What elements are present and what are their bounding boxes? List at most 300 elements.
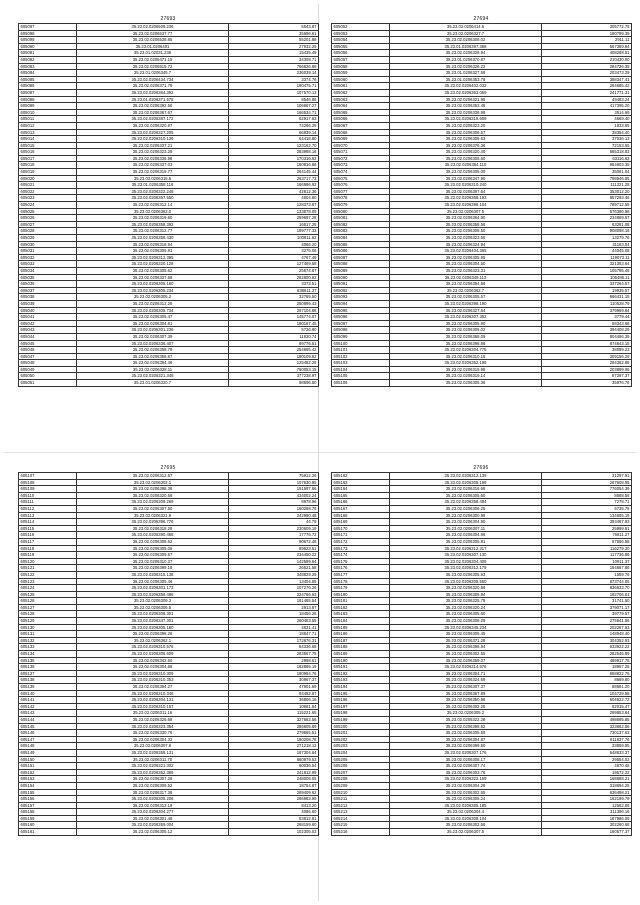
table-row (19, 261, 319, 268)
table-row (332, 829, 632, 836)
table-row (19, 789, 319, 796)
row-coordinate-cell: 35.23.02.0206305.234 (77, 287, 229, 294)
row-value-cell: 84336.68 (229, 644, 319, 651)
row-value-cell: 42812.36 (229, 188, 319, 195)
table-row (19, 228, 319, 235)
table-row (332, 624, 632, 631)
table-row (19, 202, 319, 209)
row-coordinate-cell: 35.23.02.0206307.130 (390, 552, 542, 559)
table-row (332, 492, 632, 499)
row-id-cell: 605107 (19, 473, 77, 480)
row-value-cell: 68681.20 (542, 684, 632, 691)
table-row (19, 109, 319, 116)
row-value-cell: 180208.78 (229, 736, 319, 743)
table-row (19, 103, 319, 110)
row-value-cell: 98696.80 (229, 380, 319, 387)
row-value-cell: 311396.16 (542, 809, 632, 816)
row-value-cell: 116279.20 (542, 545, 632, 552)
row-id-cell: 605146 (19, 730, 77, 737)
row-coordinate-cell: 35.23.02.0206398.52 (390, 723, 542, 730)
row-id-cell: 605072 (332, 155, 390, 162)
table-row (332, 657, 632, 664)
row-id-cell: 605215 (332, 822, 390, 829)
row-coordinate-cell: 35.23.02.0206308.29 (390, 618, 542, 625)
row-coordinate-cell: 35.23.02.0206310.576 (77, 644, 229, 651)
data-table (331, 23, 632, 387)
table-row (332, 327, 632, 334)
row-id-cell: 605101 (332, 347, 390, 354)
row-value-cell: 873744.05 (542, 578, 632, 585)
row-coordinate-cell: 35.23.02.0206323.56 (390, 235, 542, 242)
table-row (332, 684, 632, 691)
row-id-cell: 605167 (332, 505, 390, 512)
sheet-title: 27695 (160, 465, 176, 471)
row-id-cell: 605083 (19, 63, 77, 70)
row-id-cell: 605090 (332, 274, 390, 281)
row-id-cell: 605135 (19, 657, 77, 664)
row-coordinate-cell: 35.23.02.0206306.57 (390, 129, 542, 136)
row-value-cell: 267104.88 (229, 307, 319, 314)
row-coordinate-cell: 35.23.02.0206399.50 (390, 743, 542, 750)
row-value-cell: 87287.37 (542, 373, 632, 380)
table-row (332, 241, 632, 248)
row-coordinate-cell: 35.23.02.0206304.96 (390, 532, 542, 539)
row-value-cell: 2911.11 (542, 37, 632, 44)
table-row (332, 373, 632, 380)
row-id-cell: 605039 (19, 300, 77, 307)
row-value-cell: 8688.58 (542, 492, 632, 499)
row-value-cell: 284726.35 (542, 63, 632, 70)
row-value-cell: 133878.09 (229, 208, 319, 215)
row-id-cell: 605035 (19, 274, 77, 281)
row-value-cell: 408268.51 (542, 50, 632, 57)
row-coordinate-cell: 35.23.02.0206320.58 (77, 492, 229, 499)
row-value-cell: 64418.80 (229, 136, 319, 143)
row-value-cell: 66839.14 (229, 129, 319, 136)
table-row (19, 538, 319, 545)
row-value-cell: 2998.61 (229, 657, 319, 664)
table-row (19, 782, 319, 789)
row-id-cell: 605122 (19, 571, 77, 578)
row-coordinate-cell: 35.23.02.0206398.104 (390, 202, 542, 209)
row-id-cell: 605124 (19, 585, 77, 592)
row-coordinate-cell: 35.23.02.0206306.301 (77, 611, 229, 618)
row-id-cell: 605131 (19, 631, 77, 638)
row-coordinate-cell: 35.23.01.0206358.116 (77, 182, 229, 189)
row-coordinate-cell: 35.23.02.0206304.28 (390, 782, 542, 789)
table-row (19, 578, 319, 585)
row-coordinate-cell: 35.23.02.0206304.81 (77, 320, 229, 327)
row-value-cell: 25674.87 (229, 267, 319, 274)
row-id-cell: 605212 (332, 802, 390, 809)
table-row (19, 492, 319, 499)
row-coordinate-cell: 35.23.02.0206312.179 (390, 565, 542, 572)
row-coordinate-cell: 35.23.02.0206397.64 (390, 188, 542, 195)
row-coordinate-cell: 35.23.02.0206404.365 (390, 248, 542, 255)
row-value-cell: 1559.76 (542, 571, 632, 578)
table-row (332, 254, 632, 261)
row-coordinate-cell: 35.23.02.0206309.3 (77, 598, 229, 605)
row-coordinate-cell: 35.23.01.0206320.7 (77, 380, 229, 387)
table-row (19, 267, 319, 274)
table-row (332, 532, 632, 539)
row-value-cell: 39779.57 (542, 611, 632, 618)
row-value-cell: 75912.26 (229, 473, 319, 480)
table-row (332, 631, 632, 638)
row-value-cell: 954603.35 (542, 162, 632, 169)
row-id-cell: 605089 (332, 267, 390, 274)
row-id-cell: 605214 (332, 815, 390, 822)
table-row (332, 710, 632, 717)
table-row (332, 697, 632, 704)
row-coordinate-cell: 35.23.02.0206342.60 (77, 657, 229, 664)
row-id-cell: 605033 (19, 261, 77, 268)
table-row (19, 333, 319, 340)
row-coordinate-cell: 35.23.01.0206401 (77, 43, 229, 50)
table-row (19, 743, 319, 750)
row-coordinate-cell: 35.23.02.0206322.28 (390, 716, 542, 723)
row-id-cell: 605091 (332, 281, 390, 288)
row-id-cell: 605024 (19, 202, 77, 209)
table-row (332, 756, 632, 763)
row-coordinate-cell: 35.23.02.0206390.468 (77, 532, 229, 539)
row-value-cell: 3514.69 (542, 109, 632, 116)
row-value-cell: 172676.31 (229, 637, 319, 644)
row-coordinate-cell: 35.23.02.0206323.20 (390, 122, 542, 129)
row-coordinate-cell: 35.23.02.0206325.79 (390, 598, 542, 605)
row-value-cell: 305772.75 (542, 24, 632, 31)
table-row (19, 380, 319, 387)
row-value-cell: 271218.12 (229, 743, 319, 750)
row-coordinate-cell: 35.23.02.0206305.46 (77, 578, 229, 585)
row-coordinate-cell: 35.23.02.0206315.98 (390, 366, 542, 373)
table-row (19, 353, 319, 360)
table-row (332, 175, 632, 182)
row-coordinate-cell: 35.23.02.0206387.172 (77, 116, 229, 123)
table-row (332, 512, 632, 519)
table-row (19, 552, 319, 559)
row-coordinate-cell: 35.23.02.0206308.50 (390, 228, 542, 235)
table-row (332, 558, 632, 565)
row-id-cell: 605173 (332, 545, 390, 552)
row-coordinate-cell: 35.23.02.0206398.36 (77, 486, 229, 493)
table-row (332, 519, 632, 526)
quadrant-top-left (18, 16, 318, 387)
row-id-cell: 605112 (19, 505, 77, 512)
row-id-cell: 605197 (332, 703, 390, 710)
table-row (19, 182, 319, 189)
row-id-cell: 605019 (19, 169, 77, 176)
row-coordinate-cell: 35.23.02.0206305.09 (77, 545, 229, 552)
row-id-cell: 605011 (19, 116, 77, 123)
row-value-cell: 10911.37 (542, 558, 632, 565)
row-value-cell: 804466.39 (542, 333, 632, 340)
row-id-cell: 605204 (332, 749, 390, 756)
row-id-cell: 605108 (19, 479, 77, 486)
row-id-cell: 605073 (332, 162, 390, 169)
row-coordinate-cell: 35.23.02.0206312.395 (77, 254, 229, 261)
row-value-cell: 115221.65 (229, 710, 319, 717)
row-coordinate-cell: 35.23.02.0206305.59 (390, 730, 542, 737)
row-value-cell: 760053.15 (229, 366, 319, 373)
row-value-cell: 289409.62 (229, 789, 319, 796)
row-id-cell: 605029 (19, 235, 77, 242)
row-coordinate-cell: 35.23.02.0206307.74 (390, 763, 542, 770)
row-coordinate-cell: 35.23.02.0206336.98 (77, 155, 229, 162)
table-row (332, 380, 632, 387)
table-row (332, 294, 632, 301)
row-value-cell: 337264.57 (542, 281, 632, 288)
row-value-cell: 180816.88 (229, 162, 319, 169)
table-row (19, 710, 319, 717)
row-value-cell: 388347.41 (542, 76, 632, 83)
row-value-cell: 309156.29 (542, 353, 632, 360)
row-coordinate-cell: 35.23.02.0206312.28 (77, 300, 229, 307)
table-row (332, 37, 632, 44)
row-value-cell: 148948.40 (542, 631, 632, 638)
row-id-cell: 605049 (19, 366, 77, 373)
row-value-cell: 99776.51 (229, 340, 319, 347)
row-value-cell: 19572.22 (542, 769, 632, 776)
row-coordinate-cell: 35.23.01.02031.236 (77, 50, 229, 57)
table-row (332, 116, 632, 123)
row-id-cell: 605089 (19, 103, 77, 110)
table-row (332, 776, 632, 783)
row-coordinate-cell: 35.23.02.0206302.56 (390, 822, 542, 829)
row-value-cell: 4604.80 (229, 195, 319, 202)
row-id-cell: 605054 (332, 37, 390, 44)
row-id-cell: 605132 (19, 637, 77, 644)
table-row (19, 697, 319, 704)
table-row (332, 538, 632, 545)
row-coordinate-cell: 35.23.02.0206321.348 (77, 373, 229, 380)
row-id-cell: 605070 (332, 142, 390, 149)
table-row (332, 169, 632, 176)
table-row (19, 479, 319, 486)
row-id-cell: 605210 (332, 789, 390, 796)
row-coordinate-cell: 35.23.02.0206324.69 (390, 677, 542, 684)
table-row (19, 208, 319, 215)
row-id-cell: 605207 (332, 769, 390, 776)
table-row (19, 162, 319, 169)
table-row (332, 129, 632, 136)
row-value-cell: 58343.68 (542, 320, 632, 327)
row-value-cell: 10681.84 (229, 703, 319, 710)
table-row (19, 30, 319, 37)
row-value-cell: 393487.83 (542, 519, 632, 526)
row-id-cell: 605026 (19, 215, 77, 222)
table-row (332, 56, 632, 63)
row-value-cell: 106486.11 (542, 274, 632, 281)
row-id-cell: 605198 (332, 710, 390, 717)
row-coordinate-cell: 35.23.02.0206309.67 (77, 552, 229, 559)
row-coordinate-cell: 35.23.02.0206305.00 (390, 169, 542, 176)
row-value-cell: 294362.88 (542, 360, 632, 367)
row-coordinate-cell: 35.23.02.0206347.90 (390, 175, 542, 182)
row-id-cell: 605129 (19, 618, 77, 625)
row-coordinate-cell: 35.23.02.0206363.059 (390, 89, 542, 96)
row-coordinate-cell: 35.23.02.0206337.03 (77, 162, 229, 169)
row-value-cell: 74266.29 (229, 122, 319, 129)
table-row (19, 142, 319, 149)
row-id-cell: 605022 (19, 188, 77, 195)
row-id-cell: 605128 (19, 611, 77, 618)
row-id-cell: 605076 (332, 182, 390, 189)
table-row (332, 347, 632, 354)
table-row (332, 70, 632, 77)
row-coordinate-cell: 35.23.02.0206471.15 (77, 56, 229, 63)
table-row (19, 188, 319, 195)
row-coordinate-cell: 35.23.02.0206305.81 (390, 538, 542, 545)
row-id-cell: 605059 (332, 70, 390, 77)
row-id-cell: 605082 (332, 221, 390, 228)
row-value-cell: 180984.76 (229, 670, 319, 677)
row-coordinate-cell: 35.23.02.0206305.206 (77, 796, 229, 803)
row-value-cell: 434002.24 (229, 492, 319, 499)
row-id-cell: 605185 (332, 624, 390, 631)
row-id-cell: 605111 (19, 499, 77, 506)
table-row (19, 24, 319, 31)
table-row (19, 221, 319, 228)
row-coordinate-cell: 35.23.02.0206319.609 (390, 116, 542, 123)
row-value-cell: 230609.19 (229, 525, 319, 532)
row-id-cell: 605160 (19, 822, 77, 829)
row-value-cell: 3779.44 (542, 314, 632, 321)
row-id-cell: 605200 (332, 723, 390, 730)
row-coordinate-cell: 35.23.02.0206315.6 (77, 175, 229, 182)
data-table (18, 472, 319, 836)
row-id-cell: 605162 (332, 473, 390, 480)
table-row (332, 103, 632, 110)
row-coordinate-cell: 35.23.02.0206304.50 (390, 261, 542, 268)
row-coordinate-cell: 35.23.02.0206324.94 (390, 241, 542, 248)
row-value-cell: 279665.51 (229, 730, 319, 737)
table-row (332, 802, 632, 809)
row-id-cell: 605213 (332, 809, 390, 816)
table-row (19, 340, 319, 347)
row-coordinate-cell: 35.23.02.0206323.354 (77, 723, 229, 730)
row-id-cell: 605171 (332, 532, 390, 539)
table-row (19, 83, 319, 90)
table-row (332, 736, 632, 743)
row-coordinate-cell: 35.23.02.0206323.31 (390, 267, 542, 274)
table-row (332, 267, 632, 274)
row-coordinate-cell: 35.23.02.0206310.240 (390, 182, 542, 189)
row-coordinate-cell: 35.23.02.0206359.37 (390, 657, 542, 664)
row-id-cell: 605141 (19, 697, 77, 704)
row-id-cell: 605079 (332, 202, 390, 209)
table-row (332, 274, 632, 281)
row-id-cell: 605120 (19, 558, 77, 565)
table-row (332, 235, 632, 242)
row-value-cell: 666431.15 (542, 294, 632, 301)
table-row (332, 578, 632, 585)
row-value-cell: 283988.16 (229, 149, 319, 156)
table-row (332, 473, 632, 480)
table-row (332, 703, 632, 710)
row-id-cell: 605130 (19, 624, 77, 631)
row-coordinate-cell: 35.23.01.0206370.87 (390, 56, 542, 63)
row-value-cell: 26521.58 (229, 565, 319, 572)
row-id-cell: 605088 (19, 96, 77, 103)
table-row (332, 637, 632, 644)
row-coordinate-cell: 35.23.01.0206371.578 (77, 96, 229, 103)
row-id-cell: 605061 (332, 83, 390, 90)
row-coordinate-cell: 35.23.02.0206537.77 (77, 30, 229, 37)
table-row (19, 136, 319, 143)
row-id-cell: 605153 (19, 776, 77, 783)
table-row (332, 307, 632, 314)
row-coordinate-cell: 35.23.02.0206304.90 (390, 519, 542, 526)
row-id-cell: 605157 (19, 802, 77, 809)
table-row (19, 730, 319, 737)
row-id-cell: 605172 (332, 538, 390, 545)
row-id-cell: 605158 (19, 809, 77, 816)
row-coordinate-cell: 35.23.02.0206414.5 (390, 24, 542, 31)
row-coordinate-cell: 35.23.02.0206345.234 (390, 624, 542, 631)
table-row (19, 565, 319, 572)
row-id-cell: 605169 (332, 519, 390, 526)
row-id-cell: 605192 (332, 670, 390, 677)
row-coordinate-cell: 35.23.02.0206305.2 (390, 710, 542, 717)
row-coordinate-cell: 35.23.02.0206305.199 (390, 479, 542, 486)
table-row (19, 56, 319, 63)
row-id-cell: 605098 (332, 327, 390, 334)
row-value-cell: 567389.84 (542, 43, 632, 50)
table-row (19, 677, 319, 684)
table-row (19, 116, 319, 123)
table-row (332, 162, 632, 169)
page-divider-horizontal (4, 452, 636, 453)
row-value-cell: 104729.58 (542, 690, 632, 697)
row-id-cell: 605116 (19, 532, 77, 539)
table-row (19, 657, 319, 664)
row-id-cell: 605086 (332, 248, 390, 255)
table-row (19, 149, 319, 156)
row-value-cell: 164667.86 (542, 565, 632, 572)
table-row (332, 723, 632, 730)
row-id-cell: 605168 (332, 512, 390, 519)
row-value-cell: 160288.76 (229, 505, 319, 512)
table-row (332, 43, 632, 50)
row-id-cell: 605159 (19, 815, 77, 822)
row-id-cell: 605060 (19, 43, 77, 50)
table-row (332, 809, 632, 816)
table-row (19, 43, 319, 50)
row-id-cell: 605082 (19, 56, 77, 63)
row-value-cell: 47901.69 (229, 684, 319, 691)
row-coordinate-cell: 35.23.02.0206308.02 (390, 37, 542, 44)
row-value-cell: 648633.37 (542, 749, 632, 756)
row-value-cell: 348829.25 (229, 571, 319, 578)
row-coordinate-cell: 35.23.02.0206312.139 (390, 473, 542, 480)
row-coordinate-cell: 35.23.02.0206312.14 (77, 202, 229, 209)
table-row (332, 333, 632, 340)
row-value-cell: 283567.75 (229, 651, 319, 658)
row-coordinate-cell: 35.23.02.0206325.68 (77, 716, 229, 723)
row-id-cell: 605105 (332, 373, 390, 380)
table-row (19, 598, 319, 605)
row-id-cell: 605056 (332, 50, 390, 57)
table-row (19, 532, 319, 539)
table-row (332, 24, 632, 31)
row-value-cell: 304352.93 (542, 637, 632, 644)
row-coordinate-cell: 35.23.02.0206305.02 (390, 327, 542, 334)
row-id-cell: 605042 (19, 320, 77, 327)
row-value-cell: 142599.64 (229, 558, 319, 565)
table-row (19, 499, 319, 506)
table-row (332, 552, 632, 559)
